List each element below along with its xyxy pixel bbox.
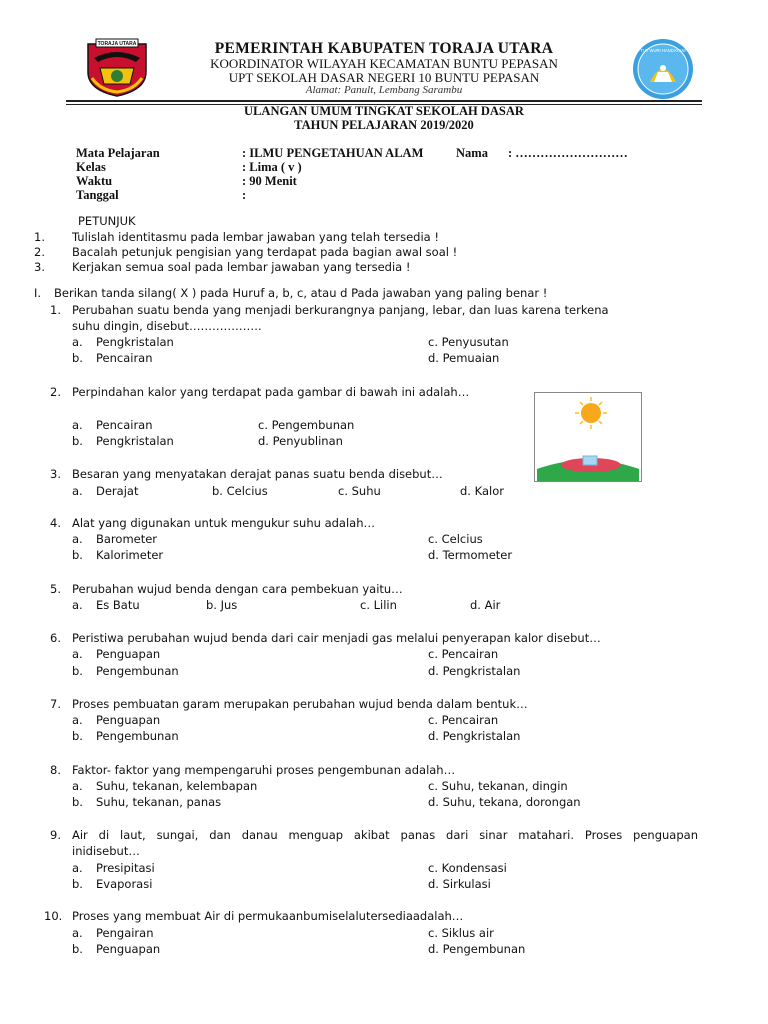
option-text: d. Penyublinan [258, 434, 343, 448]
instruction-text: Tulislah identitasmu pada lembar jawaban yang telah tersedia ! [72, 230, 439, 244]
instruction-number: 2. [34, 245, 45, 259]
option-text: d. Suhu, tekana, dorongan [428, 795, 581, 809]
question-number: 2. [50, 385, 61, 399]
option-text: d. Pengkristalan [428, 729, 521, 743]
logo-right-text: TUT WURI HANDAYANI [640, 48, 686, 53]
option-letter: b. [72, 434, 83, 448]
option-letter: a. [72, 861, 83, 875]
header-rule-thick [66, 100, 702, 102]
option-text: d. Kalor [460, 484, 504, 498]
exam-title: ULANGAN UMUM TINGKAT SEKOLAH DASAR [244, 104, 524, 118]
option-text: c. Suhu, tekanan, dingin [428, 779, 568, 793]
option-text: c. Pencairan [428, 647, 499, 661]
date-label: Tanggal [76, 188, 119, 202]
option-text: c. Pencairan [428, 713, 499, 727]
option-text: c. Siklus air [428, 926, 494, 940]
question-number: 8. [50, 763, 61, 777]
option-letter: b. [72, 795, 83, 809]
date-value: : [242, 188, 247, 202]
subject-value: : ILMU PENGETAHUAN ALAM [242, 146, 424, 160]
time-label: Waktu [76, 174, 113, 188]
option-text: Kalorimeter [96, 548, 164, 562]
option-letter: b. [72, 942, 83, 956]
section-number: I. [34, 286, 42, 300]
sun-icon [575, 397, 607, 429]
option-text: d. Pengkristalan [428, 664, 521, 678]
question-number: 1. [50, 303, 61, 317]
question-text: Perpindahan kalor yang terdapat pada gambar di bawah ini adalah… [72, 385, 470, 399]
option-text: Pengkristalan [96, 434, 174, 448]
instructions-heading: PETUNJUK [78, 214, 136, 228]
class-value: : Lima ( v ) [242, 160, 302, 174]
district-coordinator: KOORDINATOR WILAYAH KECAMATAN BUNTU PEPASAN [210, 56, 558, 71]
option-text: Presipitasi [96, 861, 155, 875]
option-text: Pengairan [96, 926, 154, 940]
option-text: Penguapan [96, 942, 161, 956]
question-text: Perubahan wujud benda dengan cara pembekuan yaitu… [72, 582, 403, 596]
option-text: d. Pengembunan [428, 942, 526, 956]
option-text: c. Penyusutan [428, 335, 509, 349]
option-text: d. Pemuaian [428, 351, 500, 365]
question-number: 6. [50, 631, 61, 645]
sun-melting-ice-illustration [534, 392, 642, 482]
option-letter: a. [72, 335, 83, 349]
question-number: 3. [50, 467, 61, 481]
question-text: Perubahan suatu benda yang menjadi berkurangnya panjang, lebar, dan luas karena terkena [72, 303, 609, 317]
option-text: d. Sirkulasi [428, 877, 491, 891]
question-number: 9. [50, 828, 61, 842]
time-value: : 90 Menit [242, 174, 297, 188]
academic-year: TAHUN PELAJARAN 2019/2020 [294, 118, 474, 132]
question-text: suhu dingin, disebut………………. [72, 319, 262, 333]
question-number: 4. [50, 516, 61, 530]
question-text: Besaran yang menyatakan derajat panas suatu benda disebut… [72, 467, 443, 481]
option-text: Es Batu [96, 598, 140, 612]
option-letter: a. [72, 598, 83, 612]
question-text: inidisebut… [72, 844, 140, 858]
name-value: : ……………………… [508, 146, 628, 160]
name-label: Nama [456, 146, 488, 160]
question-text: Proses pembuatan garam merupakan perubahan wujud benda dalam bentuk… [72, 697, 528, 711]
instruction-number: 3. [34, 260, 45, 274]
option-text: Penguapan [96, 713, 161, 727]
option-text: c. Lilin [360, 598, 397, 612]
option-letter: b. [72, 877, 83, 891]
option-text: Penguapan [96, 647, 161, 661]
option-text: Pengembunan [96, 729, 179, 743]
option-text: Barometer [96, 532, 158, 546]
option-text: d. Air [470, 598, 501, 612]
option-letter: a. [72, 647, 83, 661]
question-number: 5. [50, 582, 61, 596]
school-address: Alamat: Panult, Lembang Sarambu [305, 84, 463, 96]
option-letter: b. [72, 729, 83, 743]
option-text: Pengkristalan [96, 335, 174, 349]
option-text: b. Celcius [212, 484, 268, 498]
option-text: Pengembunan [96, 664, 179, 678]
option-text: Pencairan [96, 351, 153, 365]
option-letter: a. [72, 779, 83, 793]
option-text: c. Pengembunan [258, 418, 355, 432]
section-instruction: Berikan tanda silang( X ) pada Huruf a, b, c, atau d Pada jawaban yang paling benar ! [54, 286, 548, 300]
question-number: 7. [50, 697, 61, 711]
instruction-text: Kerjakan semua soal pada lembar jawaban yang tersedia ! [72, 260, 411, 274]
ice-cube-icon [583, 456, 597, 465]
option-text: Suhu, tekanan, panas [96, 795, 222, 809]
option-text: Suhu, tekanan, kelembapan [96, 779, 258, 793]
option-letter: a. [72, 926, 83, 940]
instruction-text: Bacalah petunjuk pengisian yang terdapat pada bagian awal soal ! [72, 245, 458, 259]
option-letter: b. [72, 664, 83, 678]
option-letter: a. [72, 484, 83, 498]
question-text: Faktor- faktor yang mempengaruhi proses pengembunan adalah… [72, 763, 456, 777]
class-label: Kelas [76, 160, 106, 174]
option-text: c. Kondensasi [428, 861, 507, 875]
question-text: Proses yang membuat Air di permukaanbumiselalutersediaadalah… [72, 909, 464, 923]
instruction-number: 1. [34, 230, 45, 244]
question-text: Air di laut, sungai, dan danau menguap akibat panas dari sinar matahari. Proses penguapan [72, 828, 698, 842]
option-letter: a. [72, 532, 83, 546]
question-number: 10. [44, 909, 63, 923]
option-letter: a. [72, 418, 83, 432]
question-text: Peristiwa perubahan wujud benda dari cair menjadi gas melalui penyerapan kalor disebut… [72, 631, 601, 645]
option-letter: a. [72, 713, 83, 727]
option-text: d. Termometer [428, 548, 513, 562]
option-text: Pencairan [96, 418, 153, 432]
option-letter: b. [72, 351, 83, 365]
option-text: Evaporasi [96, 877, 153, 891]
option-text: c. Suhu [338, 484, 381, 498]
logo-left-text: TORAJA UTARA [97, 41, 137, 48]
question-text: Alat yang digunakan untuk mengukur suhu adalah… [72, 516, 375, 530]
option-text: b. Jus [206, 598, 238, 612]
option-text: c. Celcius [428, 532, 483, 546]
subject-label: Mata Pelajaran [76, 146, 160, 160]
option-text: Derajat [96, 484, 139, 498]
school-name: UPT SEKOLAH DASAR NEGERI 10 BUNTU PEPASAN [228, 70, 540, 85]
option-letter: b. [72, 548, 83, 562]
government-title: PEMERINTAH KABUPATEN TORAJA UTARA [214, 40, 554, 57]
